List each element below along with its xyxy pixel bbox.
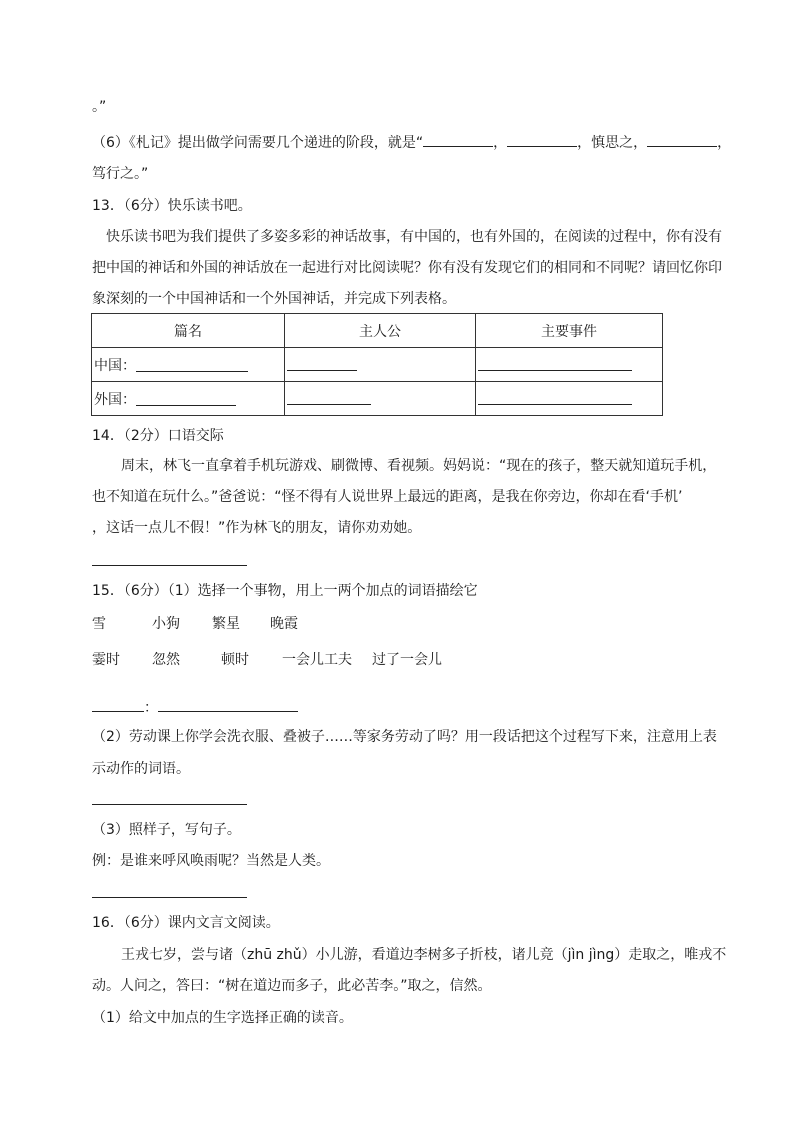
row-label: 外国： (94, 391, 136, 408)
question-15-heading: 15．（6分）（1）选择一个事物，用上一两个加点的词语描绘它 (92, 583, 478, 599)
table-row (92, 348, 663, 382)
answer-blank[interactable] (478, 392, 632, 405)
paragraph-line: 动。人问之，答曰：“树在道边而多子，此必苦李。”取之，信然。 (92, 978, 492, 994)
text-segment: ， (493, 135, 508, 151)
word-bank-row (92, 614, 298, 634)
answer-blank[interactable] (92, 697, 144, 712)
word-option: 雪 (92, 616, 106, 632)
table-header-cell: 篇名 (92, 314, 285, 348)
paragraph-line: 示动作的词语。 (92, 761, 190, 777)
colon: ： (144, 700, 158, 716)
answer-line[interactable] (92, 804, 247, 805)
answer-blank[interactable] (478, 358, 632, 371)
word-option: 晚霞 (270, 616, 298, 632)
paragraph-line: （1）给文中加点的生字选择正确的读音。 (92, 1010, 353, 1026)
word-option: 霎时 (92, 652, 120, 668)
table-header-row (92, 314, 663, 348)
word-option: 过了一会儿 (372, 652, 442, 668)
word-option: 忽然 (152, 652, 180, 668)
question-13-heading: 13．（6分）快乐读书吧。 (92, 198, 252, 214)
answer-blank[interactable] (647, 132, 717, 147)
paragraph-line: （3）照样子，写句子。 (92, 822, 241, 838)
table-cell (285, 382, 476, 416)
table-cell (92, 382, 285, 416)
myth-comparison-table (91, 313, 663, 416)
paragraph-line: 把中国的神话和外国的神话放在一起进行对比阅读呢？你有没有发现它们的相同和不同呢？请回忆你印 (92, 260, 722, 276)
text-segment: ，慎思之， (577, 135, 648, 151)
word-bank-row (92, 650, 442, 670)
paragraph-line: 快乐读书吧为我们提供了多姿多彩的神话故事，有中国的，也有外国的，在阅读的过程中，你有没有 (106, 229, 722, 245)
answer-blank[interactable] (136, 393, 236, 406)
table-cell (476, 348, 663, 382)
answer-blank[interactable] (136, 359, 248, 372)
word-option: 小狗 (152, 616, 180, 632)
paragraph-line: （2）劳动课上你学会洗衣服、叠被子……等家务劳动了吗？用一段话把这个过程写下来，注意用上表 (92, 729, 717, 745)
answer-blank[interactable] (287, 358, 357, 371)
row-label: 中国： (94, 357, 136, 374)
word-option: 顿时 (221, 652, 249, 668)
answer-blank[interactable] (507, 132, 577, 147)
paragraph-line: ，这话一点儿不假！”作为林飞的朋友，请你劝劝她。 (92, 520, 422, 536)
word-option: 一会儿工夫 (282, 652, 352, 668)
table-cell (476, 382, 663, 416)
answer-blank[interactable] (287, 392, 371, 405)
question-16-heading: 16．（6分）课内文言文阅读。 (92, 915, 280, 931)
text-line: 。” (92, 99, 107, 115)
paragraph-line: 象深刻的一个中国神话和一个外国神话，并完成下列表格。 (92, 291, 456, 307)
paragraph-line: 周末，林飞一直拿着手机玩游戏、刷微博、看视频。妈妈说：“现在的孩子，整天就知道玩手机， (121, 458, 717, 474)
table-header-cell: 主要事件 (476, 314, 663, 348)
answer-line[interactable] (92, 565, 247, 566)
text-line: 笃行之。” (92, 166, 149, 182)
table-header-cell: 主人公 (285, 314, 476, 348)
table-cell (285, 348, 476, 382)
word-option: 繁星 (212, 616, 240, 632)
table-cell (92, 348, 285, 382)
paragraph-line: 也不知道在玩什么。”爸爸说：“怪不得有人说世界上最远的距离，是我在你旁边，你却在看‘手机’ (92, 489, 683, 505)
answer-blank[interactable] (158, 697, 298, 712)
answer-line[interactable] (92, 897, 247, 898)
question-6 (92, 132, 731, 153)
text-segment: （6）《札记》提出做学问需要几个递进的阶段，就是“ (92, 135, 424, 151)
paragraph-line: 王戎七岁，尝与诸（zhū zhǔ）小儿游，看道边李树多子折枝，诸儿竞（jìn jìng）走取之，唯戎不 (121, 947, 727, 963)
answer-row (92, 697, 298, 718)
table-row (92, 382, 663, 416)
answer-blank[interactable] (423, 132, 493, 147)
question-14-heading: 14．（2分）口语交际 (92, 428, 224, 444)
text-segment: ， (717, 135, 732, 151)
example-line: 例：是谁来呼风唤雨呢？当然是人类。 (92, 853, 330, 869)
